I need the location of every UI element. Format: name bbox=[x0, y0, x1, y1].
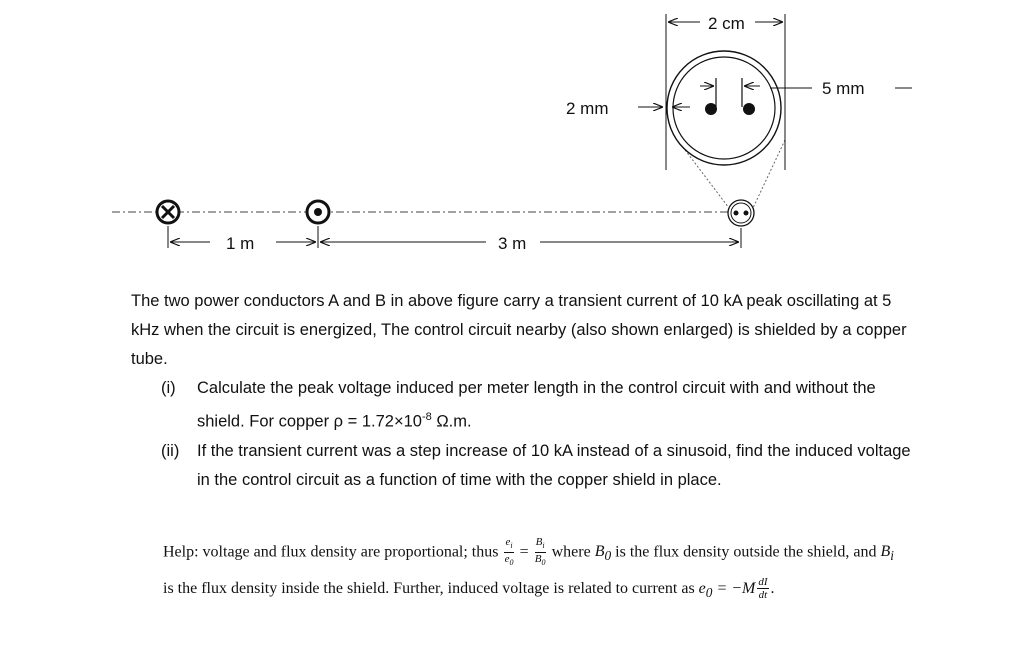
equals-sign: = bbox=[519, 543, 529, 561]
label-2cm: 2 cm bbox=[708, 14, 745, 33]
symbol-bi-sub: i bbox=[890, 548, 894, 564]
fraction-ei-e0 bbox=[504, 536, 513, 569]
frac3-den: dt bbox=[758, 589, 768, 602]
problem-intro: The two power conductors A and B in above figure carry a transient current of 10 kA peak oscillating at 5 kHz when the circuit is energized, The control circuit nearby (also shown enlarged) is shielded by a copper tube. bbox=[131, 292, 907, 368]
symbol-e0 bbox=[698, 579, 713, 600]
help-note bbox=[163, 536, 903, 609]
frac2-num-sub: i bbox=[542, 541, 545, 551]
frac2-den-sub: 0 bbox=[541, 558, 546, 568]
question-1-text-a: Calculate the peak voltage induced per meter length in the control circuit with and without the shield. For copper ρ = 1.72×10 bbox=[197, 379, 876, 431]
question-2 bbox=[161, 437, 911, 495]
frac1-den: e bbox=[504, 553, 510, 566]
help-part1: Help: voltage and flux density are proportional; thus bbox=[163, 543, 499, 561]
dim-3m bbox=[320, 228, 741, 248]
frac1-num: e bbox=[505, 536, 511, 548]
question-1 bbox=[161, 374, 911, 437]
help-part3: is the flux density inside the shield. Further, induced voltage is related to current as bbox=[163, 579, 695, 597]
label-1m: 1 m bbox=[226, 234, 255, 253]
label-3m: 3 m bbox=[498, 234, 527, 253]
label-2mm: 2 mm bbox=[566, 99, 609, 118]
question-1-text-b: Ω.m. bbox=[431, 412, 472, 431]
problem-statement bbox=[131, 287, 911, 495]
frac2-den: B bbox=[534, 553, 542, 566]
question-1-number: (i) bbox=[161, 379, 176, 397]
conductor-a-into-page bbox=[157, 201, 179, 223]
symbol-b0-sub: 0 bbox=[604, 548, 612, 564]
question-1-exponent: -8 bbox=[421, 411, 432, 423]
symbol-bi-letter: B bbox=[880, 543, 891, 561]
help-part2a: where bbox=[551, 543, 591, 561]
question-1-text bbox=[197, 374, 911, 437]
frac1-num-sub: i bbox=[510, 541, 513, 551]
fraction-di-dt bbox=[757, 576, 768, 601]
conductor-b-out-of-page bbox=[307, 201, 329, 223]
question-2-text: If the transient current was a step increase of 10 kA instead of a sinusoid, find the induced voltage in the control circuit as a function of time with the copper shield in place. bbox=[197, 441, 911, 489]
frac2-num: B bbox=[535, 536, 543, 548]
conductor-arrangement-figure bbox=[0, 0, 1024, 285]
fraction-bi-b0 bbox=[535, 536, 546, 569]
label-5mm: 5 mm bbox=[822, 79, 865, 98]
control-wire-2 bbox=[743, 103, 755, 115]
symbol-bi bbox=[880, 543, 894, 564]
symbol-b0-letter: B bbox=[594, 543, 605, 561]
frac3-num: dI bbox=[758, 576, 768, 589]
control-wire-1 bbox=[705, 103, 717, 115]
frac1-den-sub: 0 bbox=[509, 558, 514, 568]
help-part2b: is the flux density outside the shield, and bbox=[615, 543, 877, 561]
question-2-number: (ii) bbox=[161, 441, 180, 460]
control-circuit-small bbox=[728, 200, 754, 226]
help-end: . bbox=[770, 579, 775, 597]
control-circuit-enlarged bbox=[667, 51, 781, 165]
symbol-b0 bbox=[594, 543, 612, 564]
symbol-e0-sub: 0 bbox=[705, 584, 713, 600]
symbol-e0-letter: e bbox=[698, 579, 706, 597]
minus-m: = −M bbox=[716, 579, 756, 597]
